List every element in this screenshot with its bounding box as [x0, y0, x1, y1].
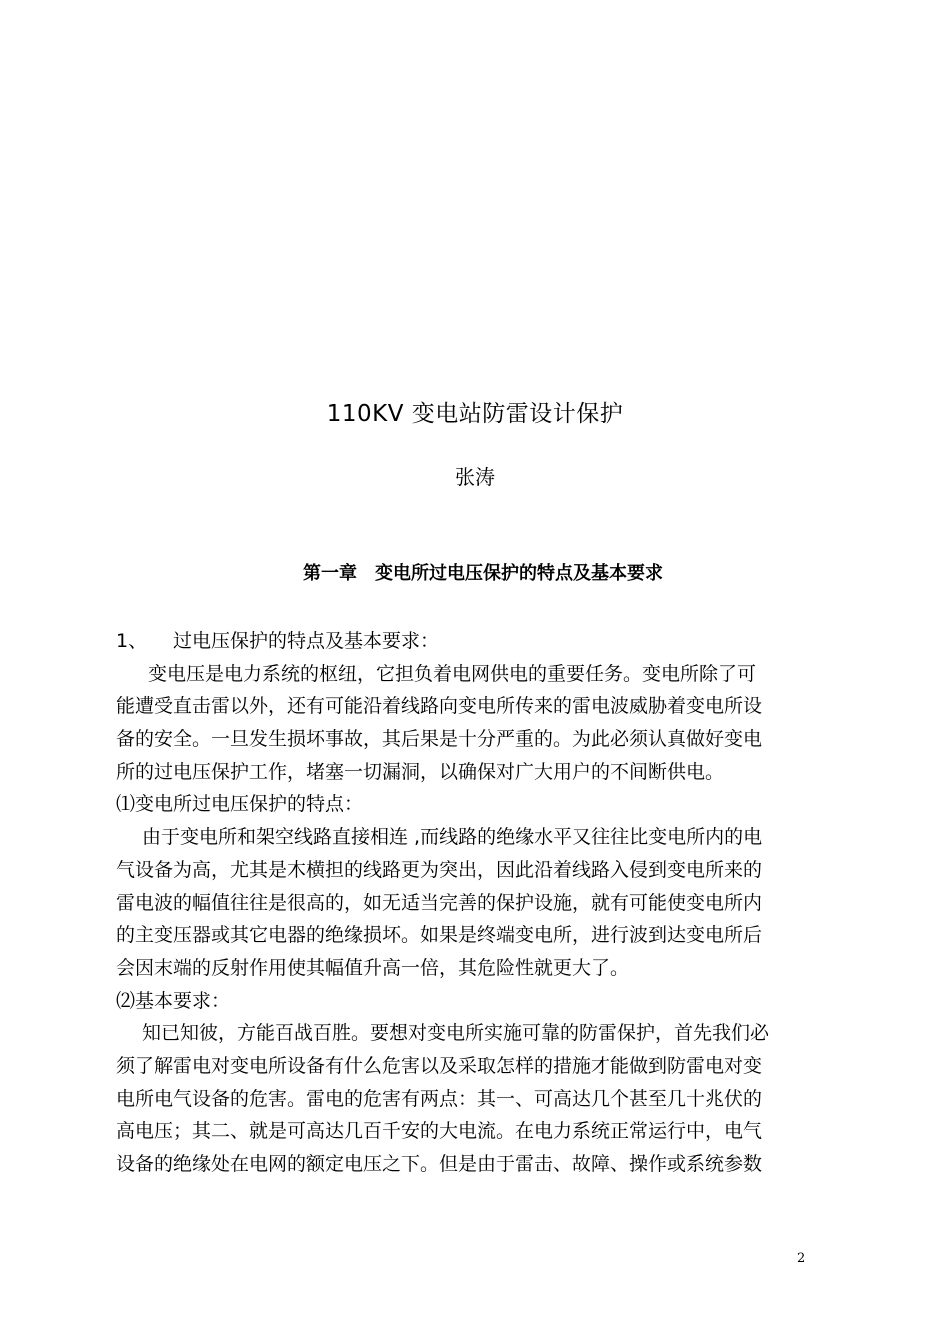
body-text — [116, 625, 782, 1181]
subsection-heading: ⑴变电所过电压保护的特点： — [116, 793, 364, 816]
document-title: 110KV 变电站防雷设计保护 — [326, 401, 624, 427]
paragraph-line: 高电压；其二、就是可高达几百千安的大电流。在电力系统正常运行中，电气 — [116, 1120, 763, 1143]
paragraph-line: 雷电波的幅值往往是很高的，如无适当完善的保护设施，就有可能使变电所内 — [116, 891, 763, 914]
document-author: 张涛 — [455, 465, 495, 489]
paragraph-line: 所的过电压保护工作，堵塞一切漏洞，以确保对广大用户的不间断供电。 — [116, 760, 725, 783]
section-heading — [116, 625, 782, 658]
section-number: 1、 — [116, 630, 148, 652]
paragraph-line: 须了解雷电对变电所设备有什么危害以及采取怎样的措施才能做到防雷电对变 — [116, 1054, 763, 1077]
paragraph-line: 变电压是电力系统的枢纽，它担负着电网供电的重要任务。变电所除了可 — [148, 662, 757, 685]
subsection-heading: ⑵基本要求： — [116, 989, 231, 1012]
paragraph-line: 备的安全。一旦发生损坏事故，其后果是十分严重的。为此必须认真做好变电 — [116, 728, 763, 751]
paragraph-line: 电所电气设备的危害。雷电的危害有两点：其一、可高达几个甚至几十兆伏的 — [116, 1087, 763, 1110]
paragraph-line: 能遭受直击雷以外，还有可能沿着线路向变电所传来的雷电波威胁着变电所设 — [116, 695, 763, 718]
paragraph-line: 会因末端的反射作用使其幅值升高一倍，其危险性就更大了。 — [116, 956, 630, 979]
chapter-heading: 第一章 变电所过电压保护的特点及基本要求 — [303, 563, 663, 584]
section-title: 过电压保护的特点及基本要求： — [173, 630, 440, 652]
paragraph-line: 知已知彼，方能百战百胜。要想对变电所实施可靠的防雷保护，首先我们必 — [142, 1022, 770, 1045]
paragraph-line: 由于变电所和架空线路直接相连 ,而线路的绝缘水平又往往比变电所内的电 — [142, 826, 763, 849]
paragraph-line: 气设备为高，尤其是木横担的线路更为突出，因此沿着线路入侵到变电所来的 — [116, 858, 763, 881]
page-number: 2 — [797, 1251, 806, 1266]
paragraph-line: 的主变压器或其它电器的绝缘损坏。如果是终端变电所，进行波到达变电所后 — [116, 924, 763, 947]
paragraph-line: 设备的绝缘处在电网的额定电压之下。但是由于雷击、故障、操作或系统参数 — [116, 1153, 763, 1175]
